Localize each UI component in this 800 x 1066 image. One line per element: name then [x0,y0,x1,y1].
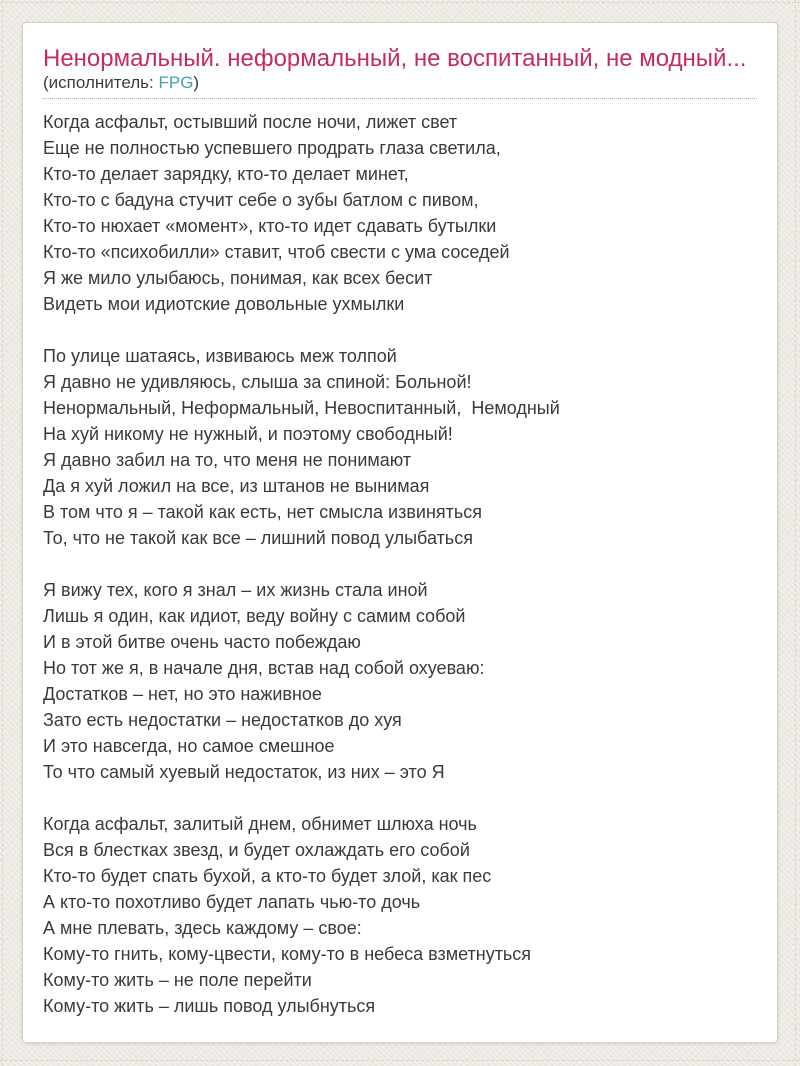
stitch-line-bottom [0,1060,800,1061]
song-header [43,45,757,99]
lyric-line: Кому-то гнить, кому-цвести, кому-то в небеса взметнуться [43,944,532,964]
verse [43,577,757,785]
lyric-line: Ненормальный, Неформальный, Невоспитанный, Немодный [43,398,560,418]
lyric-line: Кто-то будет спать бухой, а кто-то будет злой, как пес [43,866,492,886]
lyric-line: Видеть мои идиотские довольные ухмылки [43,294,405,314]
lyric-line: Кто-то нюхает «момент», кто-то идет сдавать бутылки [43,216,497,236]
lyric-line: То, что не такой как все – лишний повод улыбаться [43,528,473,548]
lyric-line: Я же мило улыбаюсь, понимая, как всех бесит [43,268,433,288]
lyrics-text [43,109,757,1019]
artist-line [43,73,757,93]
lyric-line: Но тот же я, в начале дня, встав над собой охуеваю: [43,658,485,678]
lyric-line: Да я хуй ложил на все, из штанов не вынимая [43,476,430,496]
lyric-line: Вся в блестках звезд, и будет охлаждать его собой [43,840,470,860]
lyrics-card [22,22,778,1043]
lyric-line: В том что я – такой как есть, нет смысла извиняться [43,502,483,522]
lyric-line: Достатков – нет, но это наживное [43,684,322,704]
lyric-line: Я вижу тех, кого я знал – их жизнь стала иной [43,580,428,600]
lyric-line: На хуй никому не нужный, и поэтому свободный! [43,424,453,444]
lyric-line: Кто-то с бадуна стучит себе о зубы батлом с пивом, [43,190,479,210]
stitch-line-left [2,0,3,1066]
lyric-line: Когда асфальт, остывший после ночи, лижет свет [43,112,458,132]
lyric-line: А кто-то похотливо будет лапать чью-то дочь [43,892,421,912]
lyric-line: По улице шатаясь, извиваюсь меж толпой [43,346,397,366]
lyric-line: Лишь я один, как идиот, веду войну с самим собой [43,606,466,626]
lyric-line: Кому-то жить – не поле перейти [43,970,312,990]
lyric-line: Еще не полностью успевшего продрать глаза светила, [43,138,501,158]
verse [43,811,757,1019]
lyric-line: Я давно забил на то, что меня не понимают [43,450,412,470]
stitch-line-right [795,0,796,1066]
artist-label-suffix: ) [193,73,200,92]
lyric-line: Зато есть недостатки – недостатков до хуя [43,710,402,730]
artist-link[interactable]: FPG [158,73,194,92]
lyric-line: Когда асфальт, залитый днем, обнимет шлюха ночь [43,814,477,834]
lyric-line: Кто-то делает зарядку, кто-то делает минет, [43,164,409,184]
song-title: Ненормальный. неформальный, не воспитанный, не модный... [43,45,747,72]
lyric-line: И это навсегда, но самое смешное [43,736,335,756]
lyric-line: То что самый хуевый недостаток, из них – это Я [43,762,445,782]
artist-label-prefix: (исполнитель: [43,73,159,92]
lyric-line: Кому-то жить – лишь повод улыбнуться [43,996,376,1016]
stitch-line-top [0,2,800,3]
verse [43,343,757,551]
lyric-line: И в этой битве очень часто побеждаю [43,632,361,652]
verse [43,109,757,317]
lyric-line: Я давно не удивляюсь, слыша за спиной: Больной! [43,372,472,392]
lyric-line: А мне плевать, здесь каждому – свое: [43,918,362,938]
lyric-line: Кто-то «психобилли» ставит, чтоб свести с ума соседей [43,242,510,262]
